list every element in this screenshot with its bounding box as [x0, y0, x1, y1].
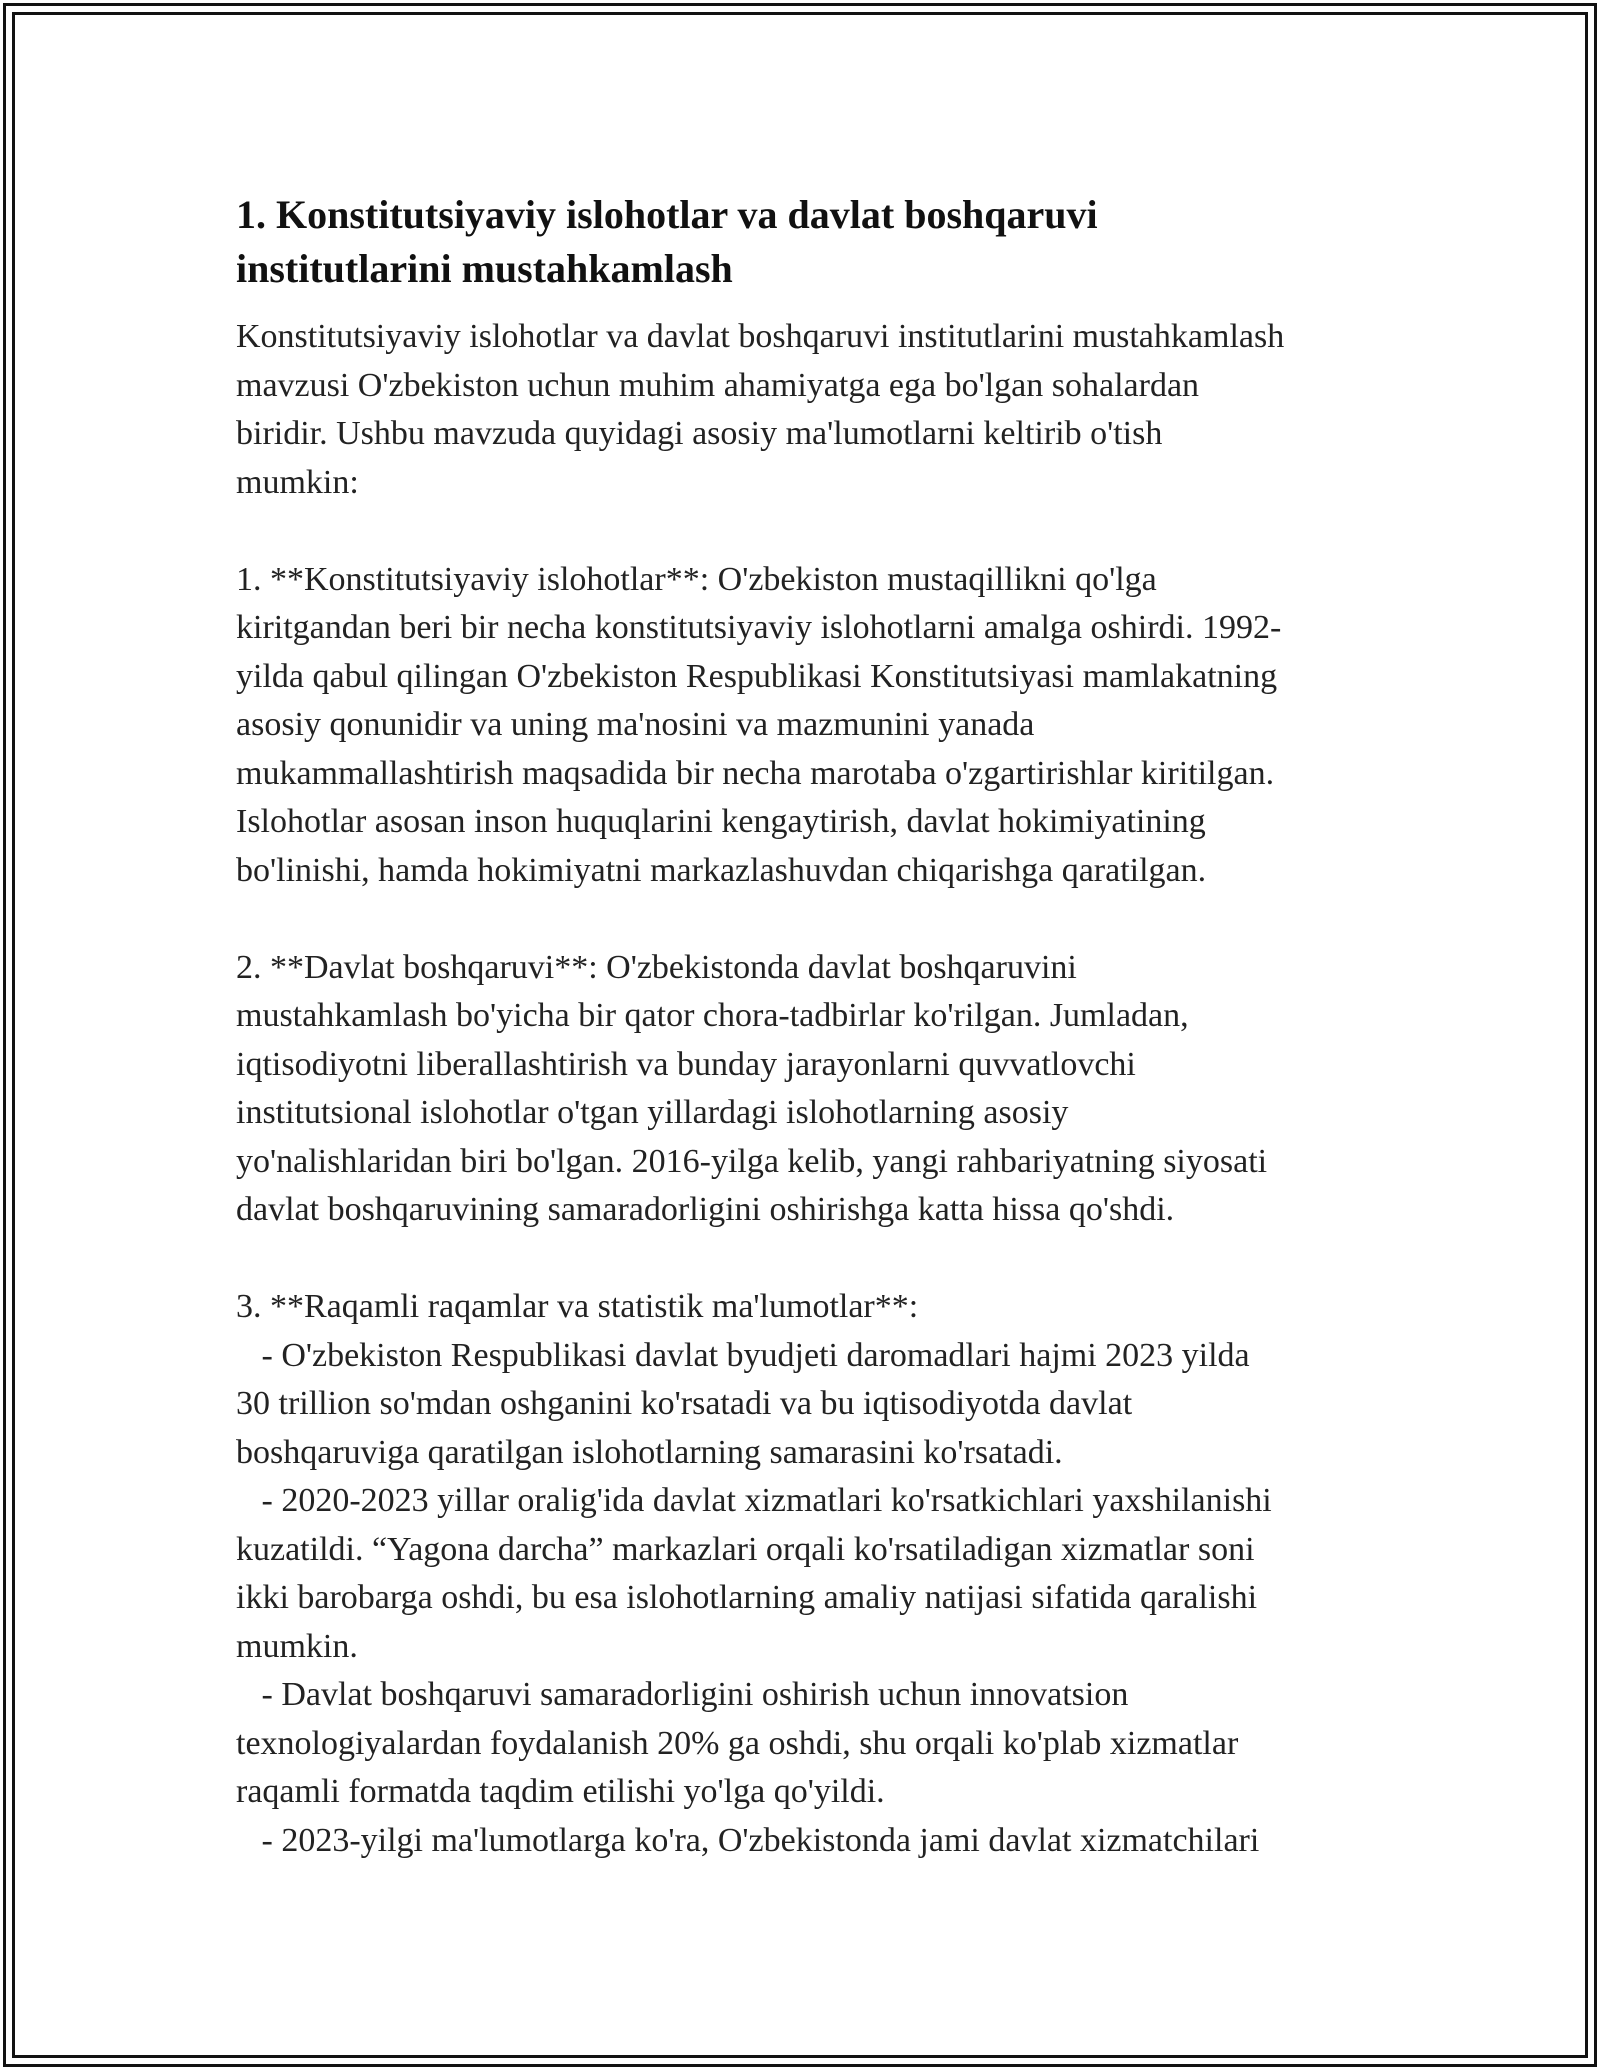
- document-title: 1. Konstitutsiyaviy islohotlar va davlat boshqaruvi institutlarini mustahkamlash: [236, 192, 1098, 291]
- document-content: [236, 188, 1376, 1865]
- document-body: Konstitutsiyaviy islohotlar va davlat boshqaruvi institutlarini mustahkamlash mavzusi O'zbekiston uchun muhim ahamiyatga ega bo'lgan sohalardan biridir. Ushbu mavzuda quyidagi asosiy ma'lumotlarni keltirib o'tish mumkin: 1. **Konstitutsiyaviy islohotlar**: O'zbekiston mustaqillikni qo'lga kiritgandan beri bir necha konstitutsiyaviy islohotlarni amalga oshirdi. 1992- yilda qabul qilingan O'zbekiston Respublikasi Konstitutsiyasi mamlakatning asosiy qonunidir va uning ma'nosini va mazmunini yanada mukammallashtirish maqsadida bir necha marotaba o'zgartirishlar kiritilgan. Islohotlar asosan inson huquqlarini kengaytirish, davlat hokimiyatining bo'linishi, hamda hokimiyatni markazlashuvdan chiqarishga qaratilgan. 2. **Davlat boshqaruvi**: O'zbekistonda davlat boshqaruvini mustahkamlash bo'yicha bir qator chora-tadbirlar ko'rilgan. Jumladan, iqtisodiyotni liberallashtirish va bunday jarayonlarni quvvatlovchi institutsional islohotlar o'tgan yillardagi islohotlarning asosiy yo'nalishlaridan biri bo'lgan. 2016-yilga kelib, yangi rahbariyatning siyosati davlat boshqaruvining samaradorligini oshirishga katta hissa qo'shdi. 3. **Raqamli raqamlar va statistik ma'lumotlar**: - O'zbekiston Respublikasi davlat byudjeti daromadlari hajmi 2023 yilda 30 trillion so'mdan oshganini ko'rsatadi va bu iqtisodiyotda davlat boshqaruviga qaratilgan islohotlarning samarasini ko'rsatadi. - 2020-2023 yillar oralig'ida davlat xizmatlari ko'rsatkichlari yaxshilanishi kuzatildi. “Yagona darcha” markazlari orqali ko'rsatiladigan xizmatlar soni ikki barobarga oshdi, bu esa islohotlarning amaliy natijasi sifatida qaralishi mumkin. - Davlat boshqaruvi samaradorligini oshirish uchun innovatsion texnologiyalardan foydalanish 20% ga oshdi, shu orqali ko'plab xizmatlar raqamli formatda taqdim etilishi yo'lga qo'yildi. - 2023-yilgi ma'lumotlarga ko'ra, O'zbekistonda jami davlat xizmatchilari: [236, 318, 1285, 1859]
